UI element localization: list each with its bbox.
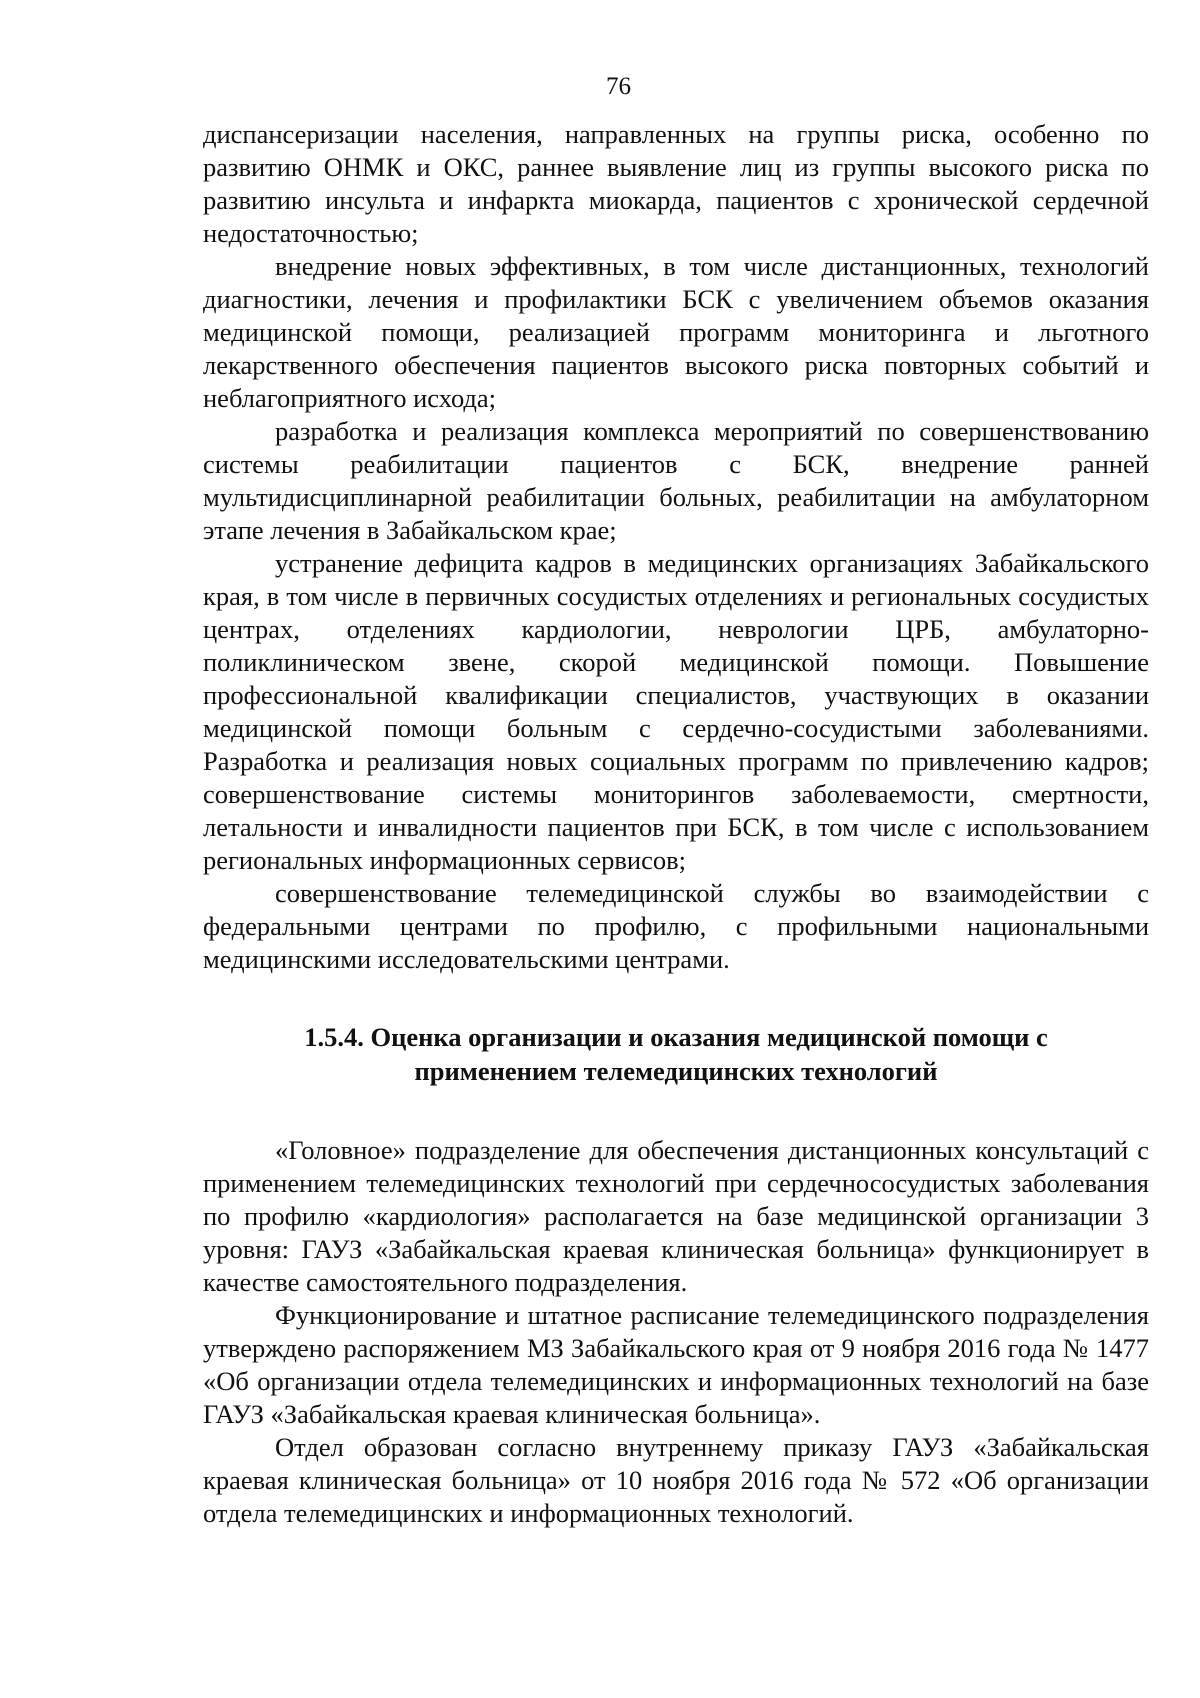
section-heading: 1.5.4. Оценка организации и оказания медицинской помощи с применением телемедицинских технологий (304, 1022, 1048, 1086)
paragraph-department-formation: Отдел образован согласно внутреннему приказу ГАУЗ «Забайкальская краевая клиническая больница» от 10 ноября 2016 года № 572 «Об организации отдела телемедицинских и информационных технологий. (203, 1432, 1149, 1528)
paragraph-dispensary-continuation: диспансеризации населения, направленных на группы риска, особенно по развитию ОНМК и ОКС, раннее выявление лиц из группы высокого риска по развитию инсульта и инфаркта миокарда, пациентов с хронической сердечной недостаточностью; (203, 119, 1149, 248)
paragraph-new-technologies: внедрение новых эффективных, в том числе дистанционных, технологий диагностики, лечения и профилактики БСК с увеличением объемов оказания медицинской помощи, реализацией программ мониторинга и льготного лекарственного обеспечения пациентов высокого риска повторных событий и неблагоприятного исхода; (203, 251, 1149, 413)
paragraph-rehabilitation: разработка и реализация комплекса мероприятий по совершенствованию системы реабилитации пациентов с БСК, внедрение ранней мультидисциплинарной реабилитации больных, реабилитации на амбулаторном этапе лечения в Забайкальском крае; (203, 416, 1149, 545)
page-number: 76 (606, 73, 631, 100)
heading-spacer (203, 1088, 1149, 1134)
page-body (203, 118, 1149, 1530)
paragraph-staff-shortage: устранение дефицита кадров в медицинских организациях Забайкальского края, в том числе в первичных сосудистых отделениях и региональных сосудистых центрах, отделениях кардиологии, неврологии ЦРБ, амбулаторно-поликлиническом звене, скорой медицинской помощи. Повышение профессиональной квалификации специалистов, участвующих в оказании медицинской помощи больным с сердечно-сосудистыми заболеваниями. Разработка и реализация новых социальных программ по привлечению кадров; совершенствование системы мониторингов заболеваемости, смертности, летальности и инвалидности пациентов при БСК, в том числе с использованием региональных информационных сервисов; (203, 548, 1149, 875)
paragraph-head-division: «Головное» подразделение для обеспечения дистанционных консультаций с применением телемедицинских технологий при сердечнососудистых заболевания по профилю «кардиология» располагается на базе медицинской организации 3 уровня: ГАУЗ «Забайкальская краевая клиническая больница» функционирует в качестве самостоятельного подразделения. (203, 1135, 1149, 1297)
paragraph-staffing-order: Функционирование и штатное расписание телемедицинского подразделения утверждено распоряжением МЗ Забайкальского края от 9 ноября 2016 года № 1477 «Об организации отдела телемедицинских и информационных технологий на базе ГАУЗ «Забайкальская краевая клиническая больница». (203, 1300, 1149, 1429)
paragraph-telemedicine-improvement: совершенствование телемедицинской службы во взаимодействии с федеральными центрами по профилю, с профильными национальными медицинскими исследовательскими центрами. (203, 878, 1149, 974)
